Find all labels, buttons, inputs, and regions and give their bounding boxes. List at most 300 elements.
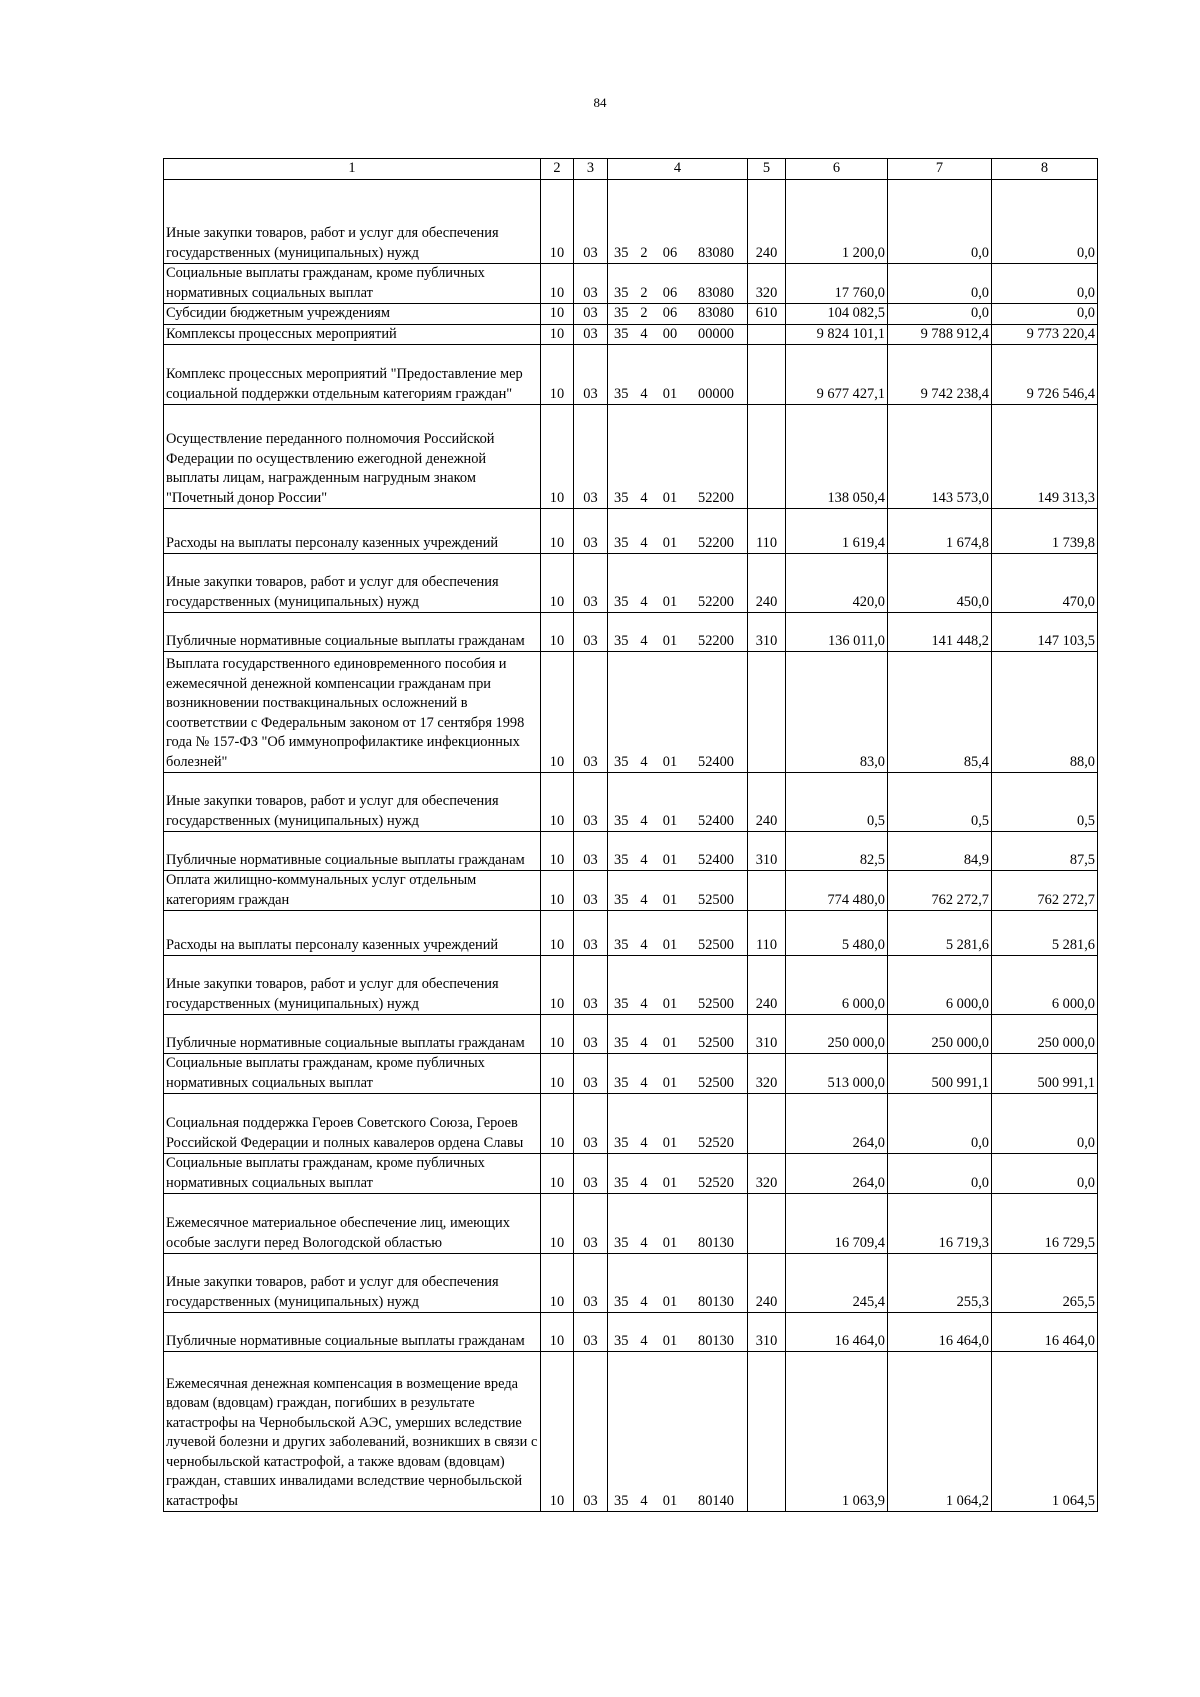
subsection-code: 03 <box>574 956 608 1015</box>
section-code: 10 <box>541 345 574 405</box>
target-article-code <box>608 773 748 832</box>
amount-year-1: 420,0 <box>786 554 888 613</box>
direction-code: 52500 <box>698 891 734 908</box>
amount-year-3: 470,0 <box>992 554 1098 613</box>
target-article-code <box>608 405 748 509</box>
program-type-code: 4 <box>640 534 648 551</box>
direction-code: 52200 <box>698 632 734 649</box>
program-code: 35 <box>614 1034 629 1051</box>
target-article-code <box>608 554 748 613</box>
expense-name: Оплата жилищно-коммунальных услуг отдельным категориям граждан <box>164 871 541 911</box>
program-code: 35 <box>614 325 629 342</box>
section-code: 10 <box>541 554 574 613</box>
structural-element-code: 06 <box>662 305 678 321</box>
program-code: 35 <box>614 1293 629 1310</box>
subsection-code: 03 <box>574 405 608 509</box>
program-type-code: 2 <box>640 284 648 301</box>
amount-year-2: 450,0 <box>888 554 992 613</box>
amount-year-3: 87,5 <box>992 832 1098 871</box>
expense-name: Выплата государственного единовременного пособия и ежемесячной денежной компенсации гражданам при возникновении поствакцинальных осложнений в соответствии с Федеральным законом от 17 сентября 1998 года № 157-ФЗ "Об иммунопрофилактике инфекционных болезней" <box>164 652 541 773</box>
direction-code: 00000 <box>698 385 734 402</box>
subsection-code: 03 <box>574 871 608 911</box>
amount-year-1: 83,0 <box>786 652 888 773</box>
expense-type-code <box>748 652 786 773</box>
subsection-code: 03 <box>574 652 608 773</box>
structural-element-code: 01 <box>662 936 678 953</box>
target-article-code <box>608 1194 748 1254</box>
structural-element-code: 01 <box>662 891 678 908</box>
structural-element-code: 06 <box>662 284 678 301</box>
table-row <box>164 264 1098 304</box>
expense-type-code: 240 <box>748 773 786 832</box>
subsection-code: 03 <box>574 773 608 832</box>
amount-year-2: 1 064,2 <box>888 1352 992 1512</box>
expense-type-code: 320 <box>748 1054 786 1094</box>
amount-year-1: 104 082,5 <box>786 304 888 325</box>
program-code: 35 <box>614 851 629 868</box>
amount-year-3: 0,0 <box>992 1154 1098 1194</box>
expense-type-code: 310 <box>748 1313 786 1352</box>
amount-year-2: 255,3 <box>888 1254 992 1313</box>
amount-year-3: 88,0 <box>992 652 1098 773</box>
program-type-code: 4 <box>640 1134 648 1151</box>
amount-year-3: 265,5 <box>992 1254 1098 1313</box>
target-article-code <box>608 1054 748 1094</box>
program-type-code: 4 <box>640 385 648 402</box>
program-type-code: 2 <box>640 244 648 261</box>
table-row <box>164 871 1098 911</box>
amount-year-3: 250 000,0 <box>992 1015 1098 1054</box>
target-article-code <box>608 345 748 405</box>
header-col-4: 4 <box>608 159 748 180</box>
program-code: 35 <box>614 1332 629 1349</box>
expense-name: Ежемесячное материальное обеспечение лиц, имеющих особые заслуги перед Вологодской областью <box>164 1194 541 1254</box>
structural-element-code: 01 <box>662 1174 678 1191</box>
program-type-code: 4 <box>640 851 648 868</box>
program-code: 35 <box>614 385 629 402</box>
section-code: 10 <box>541 1194 574 1254</box>
direction-code: 52200 <box>698 489 734 506</box>
subsection-code: 03 <box>574 1054 608 1094</box>
amount-year-2: 84,9 <box>888 832 992 871</box>
expense-type-code: 110 <box>748 509 786 554</box>
target-article-code <box>608 324 748 345</box>
amount-year-1: 138 050,4 <box>786 405 888 509</box>
section-code: 10 <box>541 264 574 304</box>
section-code: 10 <box>541 304 574 325</box>
structural-element-code: 01 <box>662 1074 678 1091</box>
amount-year-2: 5 281,6 <box>888 911 992 956</box>
expense-name: Комплексы процессных мероприятий <box>164 324 541 345</box>
program-type-code: 4 <box>640 753 648 770</box>
amount-year-1: 264,0 <box>786 1094 888 1154</box>
expense-type-code: 110 <box>748 911 786 956</box>
header-col-3: 3 <box>574 159 608 180</box>
expense-type-code: 310 <box>748 832 786 871</box>
program-type-code: 2 <box>640 305 648 321</box>
subsection-code: 03 <box>574 554 608 613</box>
expense-name: Социальные выплаты гражданам, кроме публичных нормативных социальных выплат <box>164 1154 541 1194</box>
direction-code: 80130 <box>698 1234 734 1251</box>
amount-year-2: 9 788 912,4 <box>888 324 992 345</box>
table-row <box>164 324 1098 345</box>
subsection-code: 03 <box>574 613 608 652</box>
expense-name: Иные закупки товаров, работ и услуг для обеспечения государственных (муниципальных) нужд <box>164 956 541 1015</box>
amount-year-2: 141 448,2 <box>888 613 992 652</box>
direction-code: 80130 <box>698 1332 734 1349</box>
section-code: 10 <box>541 1352 574 1512</box>
expense-type-code <box>748 871 786 911</box>
table-row <box>164 613 1098 652</box>
table-row <box>164 554 1098 613</box>
expense-name: Публичные нормативные социальные выплаты гражданам <box>164 832 541 871</box>
table-row <box>164 405 1098 509</box>
program-code: 35 <box>614 1134 629 1151</box>
structural-element-code: 01 <box>662 995 678 1012</box>
section-code: 10 <box>541 1154 574 1194</box>
expense-name: Социальная поддержка Героев Советского Союза, Героев Российской Федерации и полных кавалеров ордена Славы <box>164 1094 541 1154</box>
amount-year-2: 0,0 <box>888 264 992 304</box>
program-code: 35 <box>614 1174 629 1191</box>
section-code: 10 <box>541 773 574 832</box>
subsection-code: 03 <box>574 304 608 325</box>
subsection-code: 03 <box>574 1154 608 1194</box>
expense-name: Расходы на выплаты персоналу казенных учреждений <box>164 509 541 554</box>
target-article-code <box>608 652 748 773</box>
expense-type-code <box>748 1094 786 1154</box>
amount-year-3: 149 313,3 <box>992 405 1098 509</box>
subsection-code: 03 <box>574 832 608 871</box>
expense-type-code: 310 <box>748 1015 786 1054</box>
direction-code: 52500 <box>698 1034 734 1051</box>
section-code: 10 <box>541 1313 574 1352</box>
table-row <box>164 345 1098 405</box>
expense-type-code <box>748 1194 786 1254</box>
program-type-code: 4 <box>640 1234 648 1251</box>
direction-code: 83080 <box>698 244 734 261</box>
amount-year-1: 250 000,0 <box>786 1015 888 1054</box>
structural-element-code: 01 <box>662 753 678 770</box>
program-type-code: 4 <box>640 1492 648 1509</box>
expense-name: Социальные выплаты гражданам, кроме публичных нормативных социальных выплат <box>164 264 541 304</box>
expense-name: Комплекс процессных мероприятий "Предоставление мер социальной поддержки отдельным категориям граждан" <box>164 345 541 405</box>
section-code: 10 <box>541 1054 574 1094</box>
target-article-code <box>608 1352 748 1512</box>
expense-type-code: 240 <box>748 1254 786 1313</box>
amount-year-3: 5 281,6 <box>992 911 1098 956</box>
section-code: 10 <box>541 405 574 509</box>
structural-element-code: 01 <box>662 1034 678 1051</box>
program-code: 35 <box>614 284 629 301</box>
amount-year-1: 245,4 <box>786 1254 888 1313</box>
amount-year-2: 0,0 <box>888 180 992 264</box>
table-row <box>164 1313 1098 1352</box>
table-row <box>164 509 1098 554</box>
section-code: 10 <box>541 1094 574 1154</box>
program-type-code: 4 <box>640 325 648 342</box>
structural-element-code: 00 <box>662 325 678 342</box>
amount-year-2: 0,0 <box>888 1094 992 1154</box>
section-code: 10 <box>541 1015 574 1054</box>
subsection-code: 03 <box>574 324 608 345</box>
program-type-code: 4 <box>640 995 648 1012</box>
amount-year-3: 9 773 220,4 <box>992 324 1098 345</box>
section-code: 10 <box>541 871 574 911</box>
target-article-code <box>608 832 748 871</box>
section-code: 10 <box>541 509 574 554</box>
section-code: 10 <box>541 180 574 264</box>
amount-year-1: 9 824 101,1 <box>786 324 888 345</box>
target-article-code <box>608 871 748 911</box>
amount-year-3: 16 464,0 <box>992 1313 1098 1352</box>
amount-year-2: 16 464,0 <box>888 1313 992 1352</box>
amount-year-2: 9 742 238,4 <box>888 345 992 405</box>
target-article-code <box>608 956 748 1015</box>
amount-year-1: 774 480,0 <box>786 871 888 911</box>
subsection-code: 03 <box>574 509 608 554</box>
section-code: 10 <box>541 832 574 871</box>
program-code: 35 <box>614 995 629 1012</box>
program-code: 35 <box>614 534 629 551</box>
subsection-code: 03 <box>574 1015 608 1054</box>
amount-year-1: 6 000,0 <box>786 956 888 1015</box>
direction-code: 52520 <box>698 1174 734 1191</box>
amount-year-2: 250 000,0 <box>888 1015 992 1054</box>
table-row <box>164 1094 1098 1154</box>
structural-element-code: 01 <box>662 812 678 829</box>
structural-element-code: 01 <box>662 851 678 868</box>
section-code: 10 <box>541 956 574 1015</box>
amount-year-1: 16 464,0 <box>786 1313 888 1352</box>
program-code: 35 <box>614 812 629 829</box>
expense-type-code: 240 <box>748 554 786 613</box>
program-code: 35 <box>614 632 629 649</box>
amount-year-1: 1 200,0 <box>786 180 888 264</box>
table-row <box>164 911 1098 956</box>
section-code: 10 <box>541 911 574 956</box>
amount-year-2: 762 272,7 <box>888 871 992 911</box>
amount-year-2: 0,0 <box>888 1154 992 1194</box>
amount-year-2: 6 000,0 <box>888 956 992 1015</box>
direction-code: 80130 <box>698 1293 734 1310</box>
header-col-1: 1 <box>164 159 541 180</box>
amount-year-3: 147 103,5 <box>992 613 1098 652</box>
expense-name: Иные закупки товаров, работ и услуг для обеспечения государственных (муниципальных) нужд <box>164 1254 541 1313</box>
subsection-code: 03 <box>574 911 608 956</box>
amount-year-2: 0,5 <box>888 773 992 832</box>
program-code: 35 <box>614 1074 629 1091</box>
program-code: 35 <box>614 891 629 908</box>
program-code: 35 <box>614 1492 629 1509</box>
amount-year-3: 762 272,7 <box>992 871 1098 911</box>
subsection-code: 03 <box>574 1254 608 1313</box>
structural-element-code: 01 <box>662 1293 678 1310</box>
table-row <box>164 1015 1098 1054</box>
header-col-5: 5 <box>748 159 786 180</box>
direction-code: 83080 <box>698 284 734 301</box>
target-article-code <box>608 304 748 325</box>
amount-year-1: 1 063,9 <box>786 1352 888 1512</box>
amount-year-3: 16 729,5 <box>992 1194 1098 1254</box>
expense-name: Осуществление переданного полномочия Российской Федерации по осуществлению ежегодной денежной выплаты лицам, награжденным нагрудным знаком "Почетный донор России" <box>164 405 541 509</box>
structural-element-code: 01 <box>662 1134 678 1151</box>
expense-type-code: 310 <box>748 613 786 652</box>
header-col-2: 2 <box>541 159 574 180</box>
amount-year-1: 136 011,0 <box>786 613 888 652</box>
amount-year-3: 1 064,5 <box>992 1352 1098 1512</box>
amount-year-3: 6 000,0 <box>992 956 1098 1015</box>
amount-year-1: 17 760,0 <box>786 264 888 304</box>
direction-code: 52520 <box>698 1134 734 1151</box>
target-article-code <box>608 1154 748 1194</box>
expense-type-code: 240 <box>748 956 786 1015</box>
amount-year-1: 513 000,0 <box>786 1054 888 1094</box>
direction-code: 52400 <box>698 851 734 868</box>
amount-year-1: 5 480,0 <box>786 911 888 956</box>
program-type-code: 4 <box>640 1034 648 1051</box>
header-row <box>164 159 1098 180</box>
table-body <box>164 180 1098 1512</box>
subsection-code: 03 <box>574 1094 608 1154</box>
expense-type-code <box>748 324 786 345</box>
direction-code: 52200 <box>698 534 734 551</box>
direction-code: 00000 <box>698 325 734 342</box>
amount-year-3: 0,0 <box>992 180 1098 264</box>
program-type-code: 4 <box>640 489 648 506</box>
subsection-code: 03 <box>574 180 608 264</box>
amount-year-1: 1 619,4 <box>786 509 888 554</box>
table-row <box>164 832 1098 871</box>
table-row <box>164 1352 1098 1512</box>
direction-code: 52400 <box>698 812 734 829</box>
table-row <box>164 304 1098 325</box>
target-article-code <box>608 180 748 264</box>
subsection-code: 03 <box>574 1313 608 1352</box>
direction-code: 52500 <box>698 1074 734 1091</box>
header-col-8: 8 <box>992 159 1098 180</box>
section-code: 10 <box>541 1254 574 1313</box>
amount-year-3: 0,0 <box>992 264 1098 304</box>
expense-type-code: 610 <box>748 304 786 325</box>
expense-name: Субсидии бюджетным учреждениям <box>164 304 541 325</box>
program-type-code: 4 <box>640 632 648 649</box>
subsection-code: 03 <box>574 1194 608 1254</box>
structural-element-code: 01 <box>662 1492 678 1509</box>
expense-name: Расходы на выплаты персоналу казенных учреждений <box>164 911 541 956</box>
amount-year-3: 500 991,1 <box>992 1054 1098 1094</box>
program-code: 35 <box>614 593 629 610</box>
structural-element-code: 01 <box>662 632 678 649</box>
amount-year-3: 0,0 <box>992 1094 1098 1154</box>
table-row <box>164 180 1098 264</box>
table-row <box>164 1154 1098 1194</box>
table-row <box>164 1194 1098 1254</box>
expense-type-code <box>748 405 786 509</box>
direction-code: 80140 <box>698 1492 734 1509</box>
target-article-code <box>608 1015 748 1054</box>
target-article-code <box>608 264 748 304</box>
direction-code: 83080 <box>698 305 734 321</box>
program-type-code: 4 <box>640 1332 648 1349</box>
table-row <box>164 956 1098 1015</box>
expense-name: Иные закупки товаров, работ и услуг для обеспечения государственных (муниципальных) нужд <box>164 773 541 832</box>
amount-year-3: 9 726 546,4 <box>992 345 1098 405</box>
program-code: 35 <box>614 305 629 321</box>
amount-year-1: 264,0 <box>786 1154 888 1194</box>
amount-year-2: 1 674,8 <box>888 509 992 554</box>
header-col-6: 6 <box>786 159 888 180</box>
amount-year-3: 1 739,8 <box>992 509 1098 554</box>
program-code: 35 <box>614 1234 629 1251</box>
program-code: 35 <box>614 244 629 261</box>
page-number: 84 <box>593 95 607 110</box>
budget-table <box>163 158 1098 1512</box>
amount-year-1: 16 709,4 <box>786 1194 888 1254</box>
target-article-code <box>608 1094 748 1154</box>
expense-type-code: 240 <box>748 180 786 264</box>
expense-name: Публичные нормативные социальные выплаты гражданам <box>164 1313 541 1352</box>
expense-type-code <box>748 345 786 405</box>
subsection-code: 03 <box>574 1352 608 1512</box>
expense-name: Публичные нормативные социальные выплаты гражданам <box>164 1015 541 1054</box>
program-type-code: 4 <box>640 812 648 829</box>
target-article-code <box>608 1254 748 1313</box>
program-code: 35 <box>614 489 629 506</box>
program-type-code: 4 <box>640 1174 648 1191</box>
amount-year-3: 0,0 <box>992 304 1098 325</box>
amount-year-1: 9 677 427,1 <box>786 345 888 405</box>
subsection-code: 03 <box>574 264 608 304</box>
program-type-code: 4 <box>640 1074 648 1091</box>
program-type-code: 4 <box>640 1293 648 1310</box>
expense-name: Публичные нормативные социальные выплаты гражданам <box>164 613 541 652</box>
direction-code: 52400 <box>698 753 734 770</box>
program-code: 35 <box>614 936 629 953</box>
subsection-code: 03 <box>574 345 608 405</box>
section-code: 10 <box>541 324 574 345</box>
program-code: 35 <box>614 753 629 770</box>
structural-element-code: 01 <box>662 385 678 402</box>
program-type-code: 4 <box>640 891 648 908</box>
target-article-code <box>608 509 748 554</box>
amount-year-1: 0,5 <box>786 773 888 832</box>
direction-code: 52200 <box>698 593 734 610</box>
structural-element-code: 01 <box>662 534 678 551</box>
amount-year-2: 85,4 <box>888 652 992 773</box>
structural-element-code: 01 <box>662 489 678 506</box>
direction-code: 52500 <box>698 936 734 953</box>
amount-year-2: 16 719,3 <box>888 1194 992 1254</box>
amount-year-3: 0,5 <box>992 773 1098 832</box>
amount-year-1: 82,5 <box>786 832 888 871</box>
amount-year-2: 143 573,0 <box>888 405 992 509</box>
expense-type-code: 320 <box>748 1154 786 1194</box>
structural-element-code: 01 <box>662 1234 678 1251</box>
structural-element-code: 01 <box>662 1332 678 1349</box>
structural-element-code: 01 <box>662 593 678 610</box>
program-type-code: 4 <box>640 936 648 953</box>
expense-name: Социальные выплаты гражданам, кроме публичных нормативных социальных выплат <box>164 1054 541 1094</box>
target-article-code <box>608 911 748 956</box>
program-type-code: 4 <box>640 593 648 610</box>
table-row <box>164 652 1098 773</box>
expense-type-code: 320 <box>748 264 786 304</box>
table-row <box>164 773 1098 832</box>
direction-code: 52500 <box>698 995 734 1012</box>
table-row <box>164 1254 1098 1313</box>
table-row <box>164 1054 1098 1094</box>
target-article-code <box>608 613 748 652</box>
